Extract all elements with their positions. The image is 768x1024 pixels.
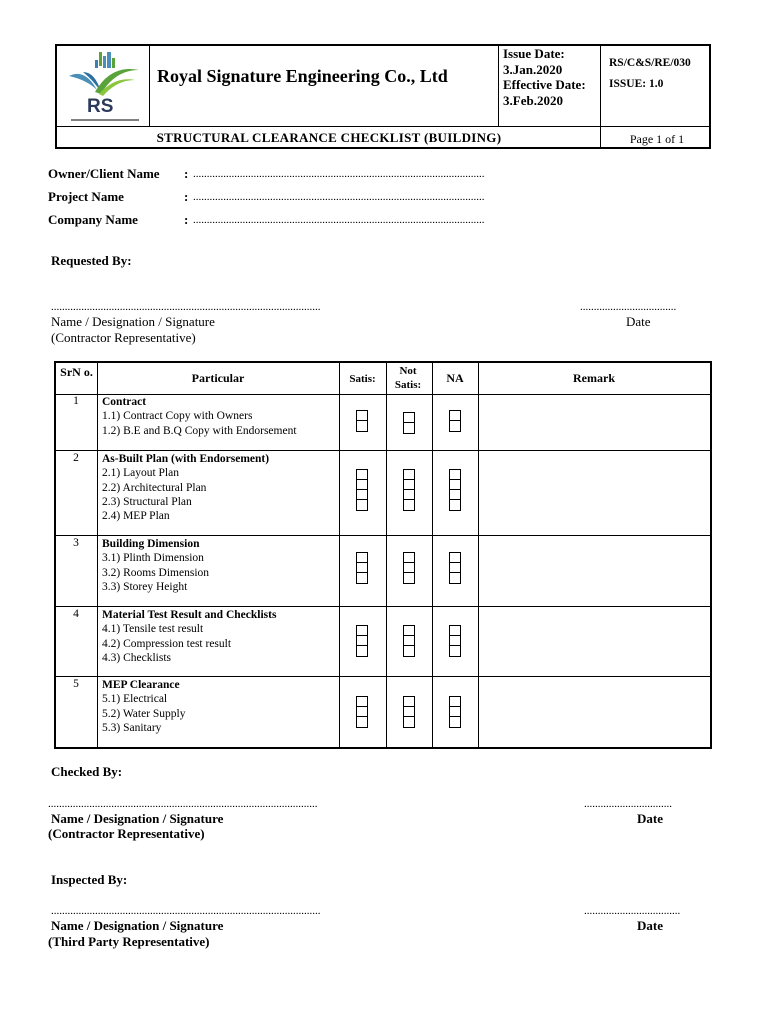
project-name-field[interactable]: ..........................................................................................................	[193, 191, 485, 203]
row-3-particular	[102, 537, 209, 594]
project-name-colon: :	[184, 189, 189, 204]
header-not-satis: Not Satis:	[394, 365, 422, 391]
logo-text: RS	[87, 96, 114, 117]
row-2-item-3: 2.3) Structural Plan	[102, 495, 192, 508]
company-name-colon: :	[184, 212, 189, 227]
row-4-satis-checkboxes[interactable]	[356, 625, 368, 657]
company-name-field[interactable]: ..........................................................................................................	[193, 214, 485, 226]
row-4-item-2: 4.2) Compression test result	[102, 637, 232, 650]
row-2-satis-checkboxes[interactable]	[356, 469, 368, 511]
issue-date-label: Issue Date:	[503, 46, 565, 61]
row-4-number: 4	[73, 608, 79, 620]
header-na: NA	[446, 371, 464, 385]
row-3-na-checkboxes[interactable]	[449, 552, 461, 584]
row-2-particular	[102, 452, 269, 523]
header-particular: Particular	[191, 371, 245, 385]
owner-client-field[interactable]: ..........................................................................................................	[193, 168, 485, 180]
company-name-label: Company Name	[48, 212, 138, 227]
row-1-satis-checkboxes[interactable]	[356, 410, 368, 432]
row-2-title: As-Built Plan (with Endorsement)	[102, 453, 270, 465]
row-5-item-2: 5.2) Water Supply	[102, 707, 186, 720]
row-5-not-satis-checkboxes[interactable]	[403, 696, 415, 728]
row-1-item-2: 1.2) B.E and B.Q Copy with Endorsement	[102, 424, 297, 437]
checked-role-caption: (Contractor Representative)	[48, 826, 205, 841]
row-2-na-checkboxes[interactable]	[449, 469, 461, 511]
inspected-date-caption: Date	[637, 918, 663, 933]
row-2-item-1: 2.1) Layout Plan	[102, 467, 179, 480]
header-satis: Satis:	[349, 373, 376, 385]
page-number: Page 1 of 1	[629, 132, 685, 146]
requested-signature-line[interactable]: ..................................................................................................	[51, 301, 321, 313]
row-1-not-satis-checkboxes[interactable]	[403, 412, 415, 434]
row-4-item-1: 4.1) Tensile test result	[102, 623, 204, 636]
inspected-signature-line[interactable]: ..................................................................................................	[51, 905, 321, 917]
row-1-number: 1	[73, 395, 79, 407]
effective-date-value: 3.Feb.2020	[503, 92, 563, 108]
owner-client-label: Owner/Client Name	[48, 166, 160, 181]
owner-client-colon: :	[184, 166, 189, 181]
row-3-item-2: 3.2) Rooms Dimension	[102, 566, 210, 579]
requested-by-label: Requested By:	[51, 253, 132, 268]
checked-date-caption: Date	[637, 811, 663, 826]
row-5-item-3: 5.3) Sanitary	[102, 721, 162, 734]
document-title: STRUCTURAL CLEARANCE CHECKLIST (BUILDING)	[156, 130, 502, 145]
row-3-item-3: 3.3) Storey Height	[102, 580, 188, 593]
project-name-label: Project Name	[48, 189, 124, 204]
row-1-item-1: 1.1) Contract Copy with Owners	[102, 410, 253, 423]
issue-date-value: 3.Jan.2020	[503, 61, 563, 77]
row-3-satis-checkboxes[interactable]	[356, 552, 368, 584]
row-3-title: Building Dimension	[102, 538, 200, 550]
row-4-title: Material Test Result and Checklists	[102, 609, 277, 621]
requested-date-caption: Date	[626, 314, 651, 329]
requested-date-line[interactable]: ...................................	[580, 301, 677, 313]
row-3-number: 3	[73, 537, 79, 549]
row-2-item-4: 2.4) MEP Plan	[102, 510, 170, 523]
row-5-na-checkboxes[interactable]	[449, 696, 461, 728]
document-ref-block	[609, 53, 691, 95]
row-4-na-checkboxes[interactable]	[449, 625, 461, 657]
row-2-item-2: 2.2) Architectural Plan	[102, 481, 207, 494]
inspected-by-label: Inspected By:	[51, 872, 128, 887]
document-header	[55, 44, 711, 149]
checked-signature-line[interactable]: ..................................................................................................	[48, 798, 318, 810]
row-1-particular	[102, 395, 297, 438]
requested-name-caption: Name / Designation / Signature	[51, 314, 215, 329]
requested-role-caption: (Contractor Representative)	[51, 330, 196, 345]
issue-date-block	[503, 46, 586, 108]
row-5-satis-checkboxes[interactable]	[356, 696, 368, 728]
row-4-particular	[102, 608, 276, 665]
checked-date-line[interactable]: ................................	[584, 798, 672, 810]
row-5-number: 5	[73, 678, 79, 690]
document-code: RS/C&S/RE/030	[609, 57, 691, 69]
company-logo	[65, 50, 141, 122]
row-2-not-satis-checkboxes[interactable]	[403, 469, 415, 511]
inspected-date-line[interactable]: ...................................	[584, 905, 681, 917]
row-4-not-satis-checkboxes[interactable]	[403, 625, 415, 657]
row-2-number: 2	[73, 452, 79, 464]
checked-name-caption: Name / Designation / Signature	[51, 811, 224, 826]
issue-number: ISSUE: 1.0	[609, 78, 664, 90]
company-name: Royal Signature Engineering Co., Ltd	[157, 66, 448, 86]
effective-date-label: Effective Date:	[503, 77, 586, 92]
inspected-role-caption: (Third Party Representative)	[48, 934, 210, 949]
header-srno: SrN o.	[60, 365, 93, 379]
row-3-not-satis-checkboxes[interactable]	[403, 552, 415, 584]
row-5-particular	[102, 678, 186, 735]
row-3-item-1: 3.1) Plinth Dimension	[102, 552, 204, 565]
row-1-na-checkboxes[interactable]	[449, 410, 461, 432]
header-remark: Remark	[573, 371, 615, 385]
inspected-name-caption: Name / Designation / Signature	[51, 918, 224, 933]
checked-by-label: Checked By:	[51, 764, 123, 779]
checklist-table	[54, 361, 712, 749]
row-5-title: MEP Clearance	[102, 679, 180, 691]
row-5-item-1: 5.1) Electrical	[102, 693, 168, 706]
row-4-item-3: 4.3) Checklists	[102, 651, 171, 664]
row-1-title: Contract	[102, 396, 147, 408]
